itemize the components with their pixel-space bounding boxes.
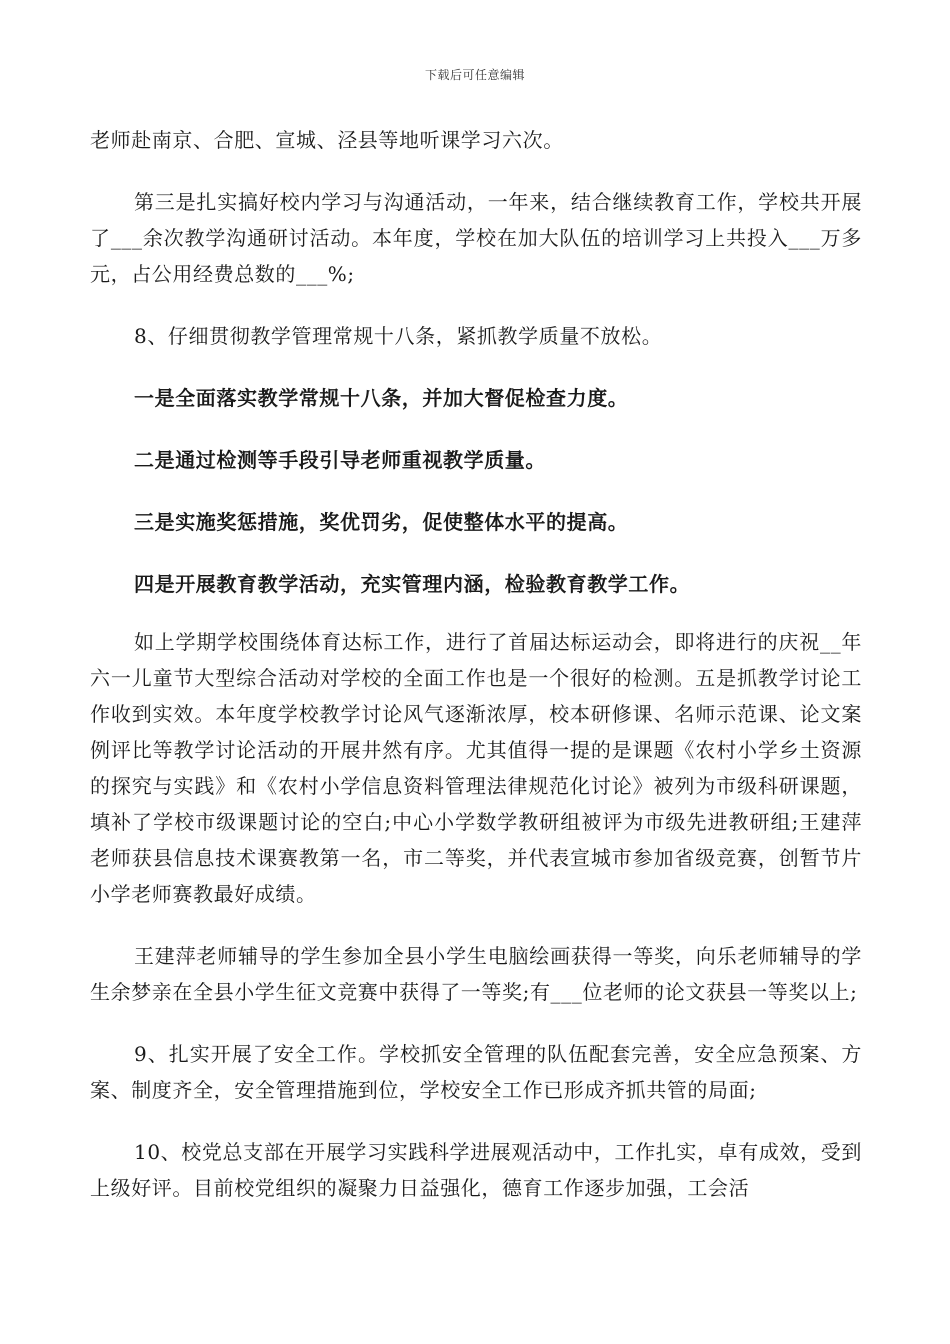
bold-point-1: 一是全面落实教学常规十八条，并加大督促检查力度。: [134, 386, 629, 410]
paragraph-exchange-activities: 第三是扎实搞好校内学习与沟通活动，一年来，结合继续教育工作，学校共开展了___余次教学沟通研讨活动。本年度，学校在加大队伍的培训学习上共投入___万多元，占公用经费总数的___%;: [90, 190, 862, 286]
document-body: [90, 122, 862, 1206]
bold-point-3: 三是实施奖惩措施，奖优罚劣，促使整体水平的提高。: [134, 510, 629, 534]
paragraph-item-10: 10、校党总支部在开展学习实践科学进展观活动中，工作扎实，卓有成效，受到上级好评。目前校党组织的凝聚力日益强化，德育工作逐步加强，工会活: [90, 1140, 862, 1200]
paragraph-student-awards: 王建萍老师辅导的学生参加全县小学生电脑绘画获得一等奖，向乐老师辅导的学生余梦亲在全县小学生征文竞赛中获得了一等奖;有___位老师的论文获县一等奖以上;: [90, 944, 862, 1004]
paragraph-sports-research: 如上学期学校围绕体育达标工作，进行了首届达标运动会，即将进行的庆祝__年六一儿童节大型综合活动对学校的全面工作也是一个很好的检测。五是抓教学讨论工作收到实效。本年度学校教学讨论风气逐渐浓厚，校本研修课、名师示范课、论文案例评比等教学讨论活动的开展井然有序。尤其值得一提的是课题《农村小学乡土资源的探究与实践》和《农村小学信息资料管理法律规范化讨论》被列为市级科研课题，填补了学校市级课题讨论的空白;中心小学数学教研组被评为市级先进教研组;王建萍老师获县信息技术课赛教第一名，市二等奖，并代表宣城市参加省级竞赛，创暂节片小学老师赛教最好成绩。: [90, 630, 862, 906]
bold-point-4: 四是开展教育教学活动，充实管理内涵，检验教育教学工作。: [134, 572, 691, 596]
header-note: 下载后可任意编辑: [424, 68, 525, 82]
paragraph-item-9: 9、扎实开展了安全工作。学校抓安全管理的队伍配套完善，安全应急预案、方案、制度齐全，安全管理措施到位，学校安全工作已形成齐抓共管的局面;: [90, 1042, 862, 1102]
bold-point-2: 二是通过检测等手段引导老师重视教学质量。: [134, 448, 546, 472]
paragraph-continuation: 老师赴南京、合肥、宣城、泾县等地听课学习六次。: [90, 128, 564, 152]
paragraph-item-8: 8、仔细贯彻教学管理常规十八条，紧抓教学质量不放松。: [134, 324, 663, 348]
